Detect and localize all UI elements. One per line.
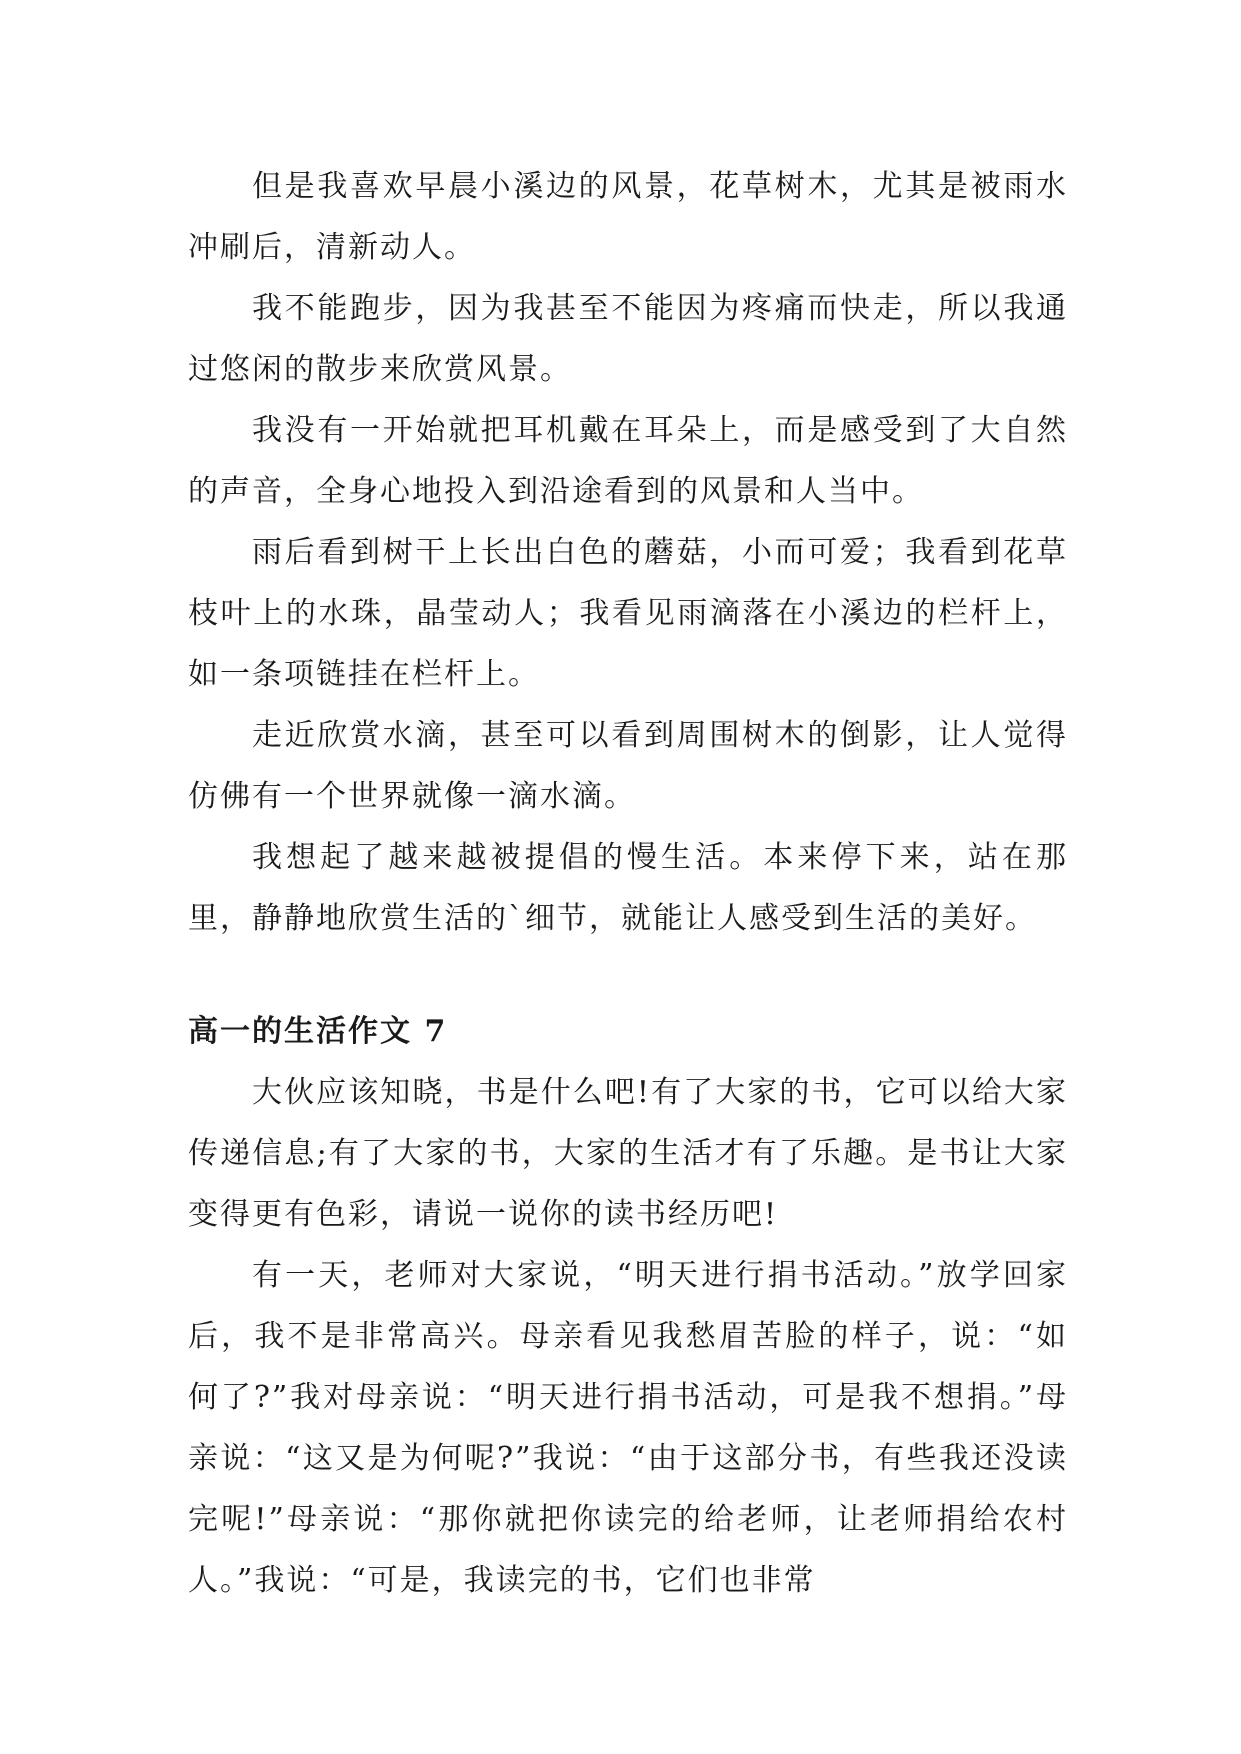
paragraph: 我没有一开始就把耳机戴在耳朵上，而是感受到了大自然的声音，全身心地投入到沿途看到的风景和人当中。 xyxy=(188,413,1068,509)
section-spacer xyxy=(188,949,1068,1001)
paragraph: 我不能跑步，因为我甚至不能因为疼痛而快走，所以我通过悠闲的散步来欣赏风景。 xyxy=(188,291,1068,387)
paragraph: 有一天，老师对大家说，“明天进行捐书活动。”放学回家后，我不是非常高兴。母亲看见我愁眉苦脸的样子，说：“如何了?”我对母亲说：“明天进行捐书活动，可是我不想捐。”母亲说：“这又是为何呢?”我说：“由于这部分书，有些我还没读完呢!”母亲说：“那你就把你读完的给老师，让老师捐给农村人。”我说：“可是，我读完的书，它们也非常 xyxy=(188,1258,1068,1598)
document-body xyxy=(188,156,1068,1611)
paragraph: 但是我喜欢早晨小溪边的风景，花草树木，尤其是被雨水冲刷后，清新动人。 xyxy=(188,169,1068,265)
section-title: 高一的生活作文 7 xyxy=(188,1014,448,1049)
paragraph: 走近欣赏水滴，甚至可以看到周围树木的倒影，让人觉得仿佛有一个世界就像一滴水滴。 xyxy=(188,718,1068,814)
paragraph: 大伙应该知晓，书是什么吧!有了大家的书，它可以给大家传递信息;有了大家的书，大家的生活才有了乐趣。是书让大家变得更有色彩，请说一说你的读书经历吧! xyxy=(188,1075,1068,1232)
paragraph: 我想起了越来越被提倡的慢生活。本来停下来，站在那里，静静地欣赏生活的`细节，就能让人感受到生活的美好。 xyxy=(188,840,1068,936)
paragraph: 雨后看到树干上长出白色的蘑菇，小而可爱；我看到花草枝叶上的水珠，晶莹动人；我看见雨滴落在小溪边的栏杆上，如一条项链挂在栏杆上。 xyxy=(188,535,1068,692)
